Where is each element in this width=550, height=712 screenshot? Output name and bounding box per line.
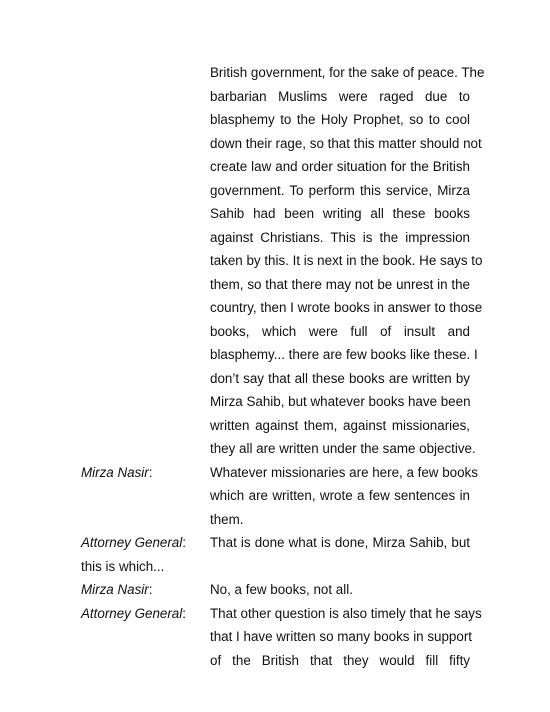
text-line: No, a few books, not all. [210,582,353,597]
text-line: that I have written so many books in support [210,629,473,644]
text-line: which are written, wrote a few sentences in [210,488,470,503]
speaker-label: Attorney General: [81,606,186,621]
text-line: books, which were full of insult and [210,324,470,339]
text-line-wrap: this is which... [81,559,165,574]
text-line: down their rage, so that this matter should not [210,136,482,151]
text-line: them, so that there may not be unrest in the [210,277,470,292]
text-line: don’t say that all these books are written by [210,371,470,386]
text-line: That is done what is done, Mirza Sahib, but [210,535,470,550]
text-line: Whatever missionaries are here, a few books [210,465,478,480]
text-line: written against them, against missionaries, [210,418,470,433]
text-line: blasphemy to the Holy Prophet, so to cool [210,112,470,127]
text-line: against Christians. This is the impression [210,230,470,245]
text-line: they all are written under the same objective. [210,441,476,456]
text-line: of the British that they would fill fifty [210,653,470,668]
text-line: country, then I wrote books in answer to those [210,300,483,315]
text-line: That other question is also timely that he says [210,606,482,621]
text-line: British government, for the sake of peace. The [210,65,485,80]
text-line: government. To perform this service, Mirza [210,183,470,198]
text-line: taken by this. It is next in the book. He says to [210,253,483,268]
text-line: create law and order situation for the British [210,159,470,174]
text-line: blasphemy... there are few books like these. I [210,347,478,362]
speaker-label: Mirza Nasir: [81,582,153,597]
text-line: Mirza Sahib, but whatever books have been [210,394,471,409]
text-line: barbarian Muslims were raged due to [210,89,470,104]
speaker-label: Attorney General: [81,535,186,550]
text-line: Sahib had been writing all these books [210,206,470,221]
text-line: them. [210,512,244,527]
speaker-label: Mirza Nasir: [81,465,153,480]
